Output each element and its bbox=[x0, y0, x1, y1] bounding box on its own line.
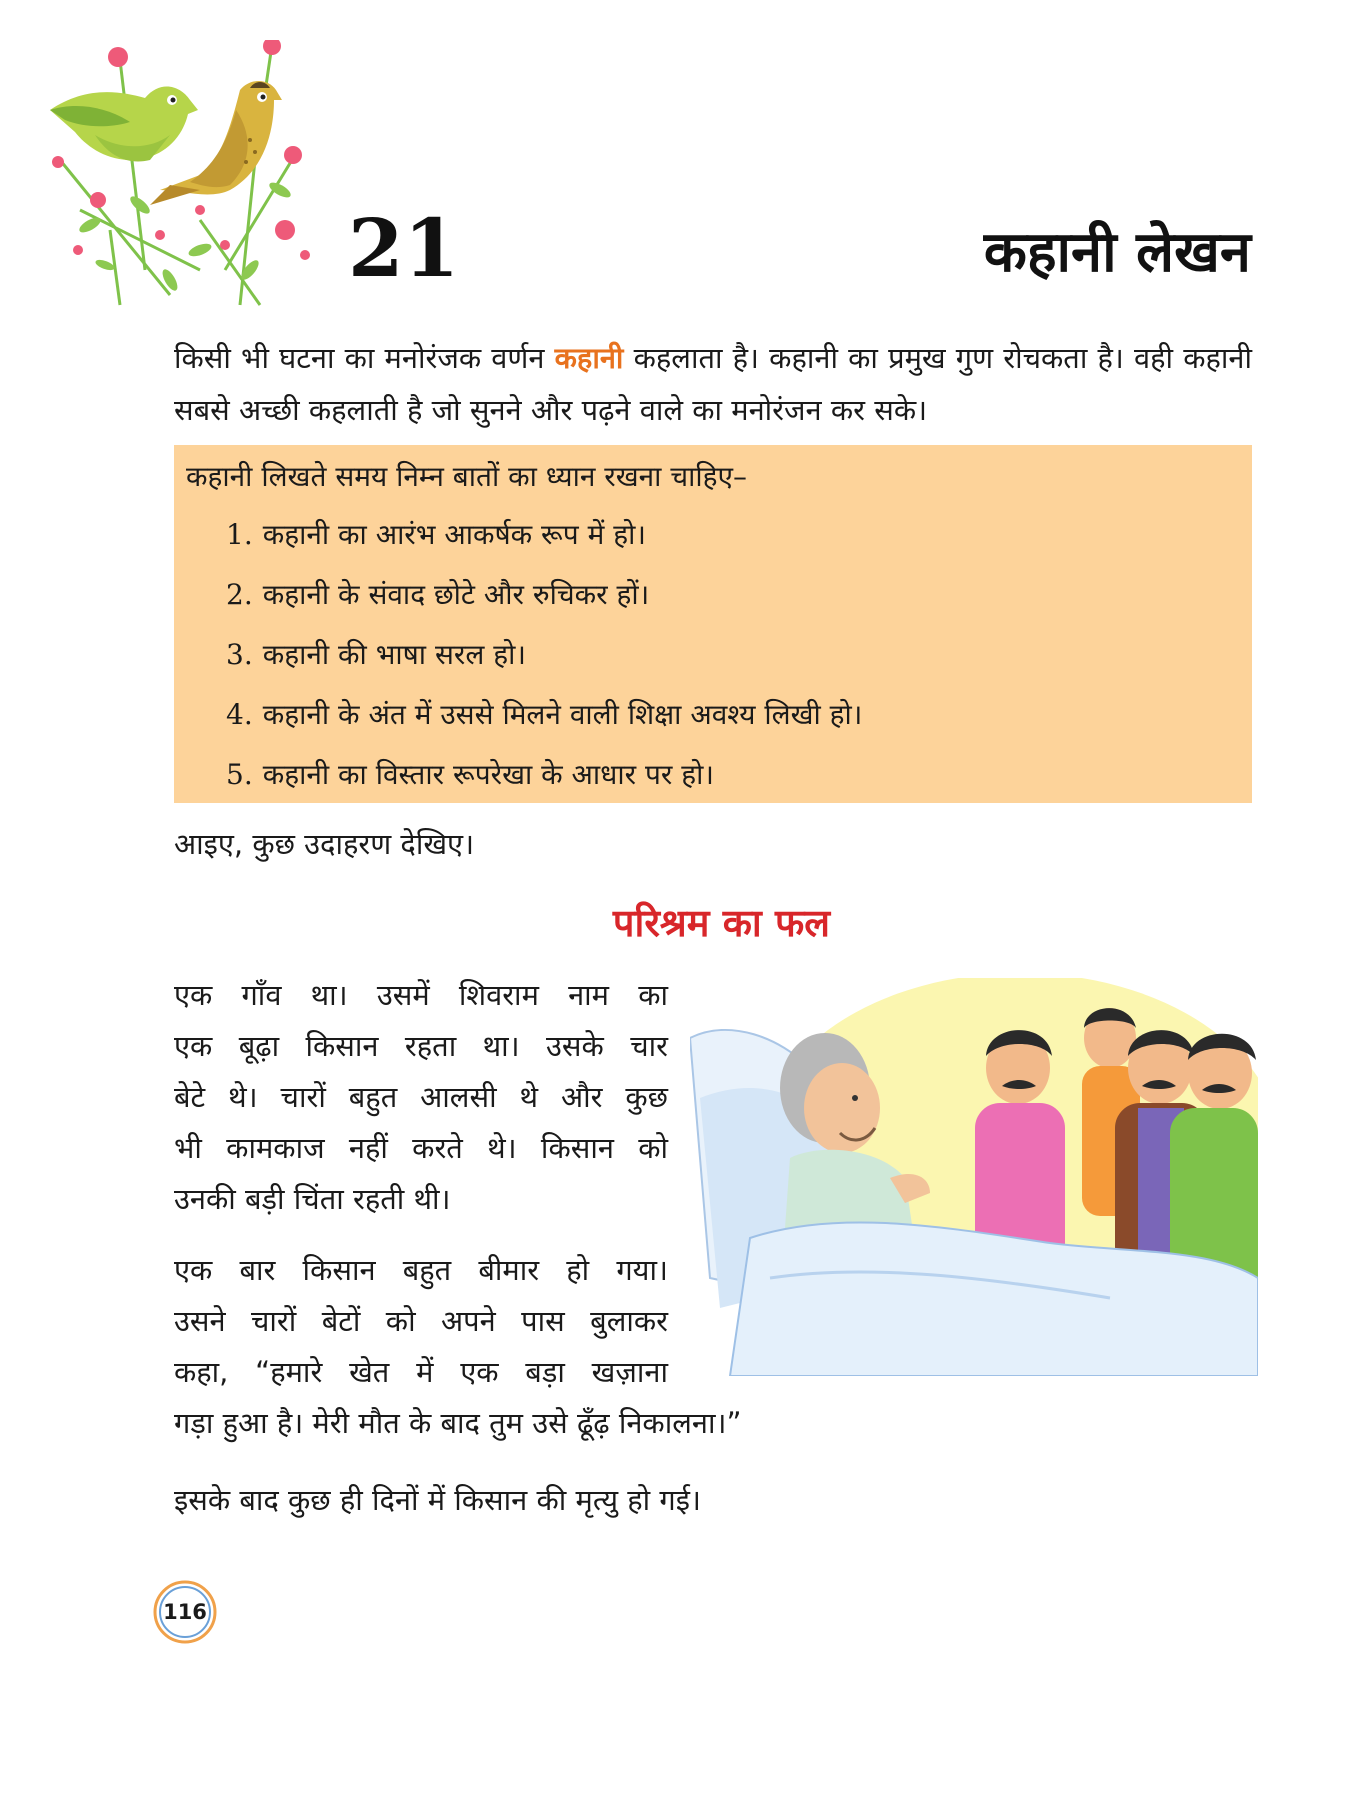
list-item-number: 1. bbox=[226, 518, 253, 551]
story-line: उसने चारों बेटों को अपने पास बुलाकर bbox=[174, 1304, 668, 1338]
list-item-number: 4. bbox=[226, 698, 253, 731]
intro-paragraph bbox=[174, 332, 1252, 436]
list-item-text: कहानी के संवाद छोटे और रुचिकर हों। bbox=[262, 578, 650, 611]
story-title: परिश्रम का फल bbox=[612, 901, 831, 945]
list-item-text: कहानी के अंत में उससे मिलने वाली शिक्षा अवश्य लिखी हो। bbox=[262, 698, 863, 731]
intro-keyword: कहानी bbox=[554, 341, 624, 375]
chapter-number: 21 bbox=[348, 201, 460, 295]
story-line: एक बार किसान बहुत बीमार हो गया। bbox=[174, 1253, 668, 1287]
list-item-text: कहानी का विस्तार रूपरेखा के आधार पर हो। bbox=[262, 758, 714, 791]
story-line: कहा, “हमारे खेत में एक बड़ा खज़ाना bbox=[174, 1355, 668, 1389]
list-item-text: कहानी की भाषा सरल हो। bbox=[262, 638, 526, 671]
story-paragraph-3: इसके बाद कुछ ही दिनों में किसान की मृत्यु हो गई। bbox=[174, 1483, 701, 1517]
list-item-number: 3. bbox=[226, 638, 253, 671]
list-item-number: 2. bbox=[226, 578, 253, 611]
farmer-sons-illustration bbox=[690, 978, 1258, 1376]
birds-illustration bbox=[50, 40, 350, 310]
story-line: उनकी बड़ी चिंता रहती थी। bbox=[174, 1182, 451, 1216]
page-number: 116 bbox=[163, 1600, 207, 1624]
list-item bbox=[226, 745, 1240, 805]
list-item-number: 5. bbox=[226, 758, 253, 791]
tips-heading: कहानी लिखते समय निम्न बातों का ध्यान रखना चाहिए– bbox=[186, 460, 747, 493]
list-item bbox=[226, 565, 1240, 625]
examples-prompt: आइए, कुछ उदाहरण देखिए। bbox=[174, 827, 475, 861]
list-item-text: कहानी का आरंभ आकर्षक रूप में हो। bbox=[262, 518, 646, 551]
list-item bbox=[226, 685, 1240, 745]
tips-box bbox=[174, 445, 1252, 803]
chapter-title: कहानी लेखन bbox=[983, 220, 1251, 285]
story-line: भी कामकाज नहीं करते थे। किसान को bbox=[174, 1131, 668, 1165]
story-line: एक गाँव था। उसमें शिवराम नाम का bbox=[174, 978, 668, 1012]
intro-text-before: किसी भी घटना का मनोरंजक वर्णन bbox=[174, 341, 555, 375]
intro-text-after: कहलाता है। कहानी का प्रमुख गुण रोचकता है। वही कहानी सबसे अच्छी कहलाती है जो सुनने और पढ़ने वाले का मनोरंजन कर सके। bbox=[174, 341, 1252, 427]
list-item bbox=[226, 625, 1240, 685]
list-item bbox=[226, 505, 1240, 565]
story-line: बेटे थे। चारों बहुत आलसी थे और कुछ bbox=[174, 1080, 668, 1114]
story-line: एक बूढ़ा किसान रहता था। उसके चार bbox=[174, 1029, 668, 1063]
tips-list bbox=[186, 505, 1240, 805]
story-line: गड़ा हुआ है। मेरी मौत के बाद तुम उसे ढूँढ़ निकालना।” bbox=[174, 1406, 742, 1440]
